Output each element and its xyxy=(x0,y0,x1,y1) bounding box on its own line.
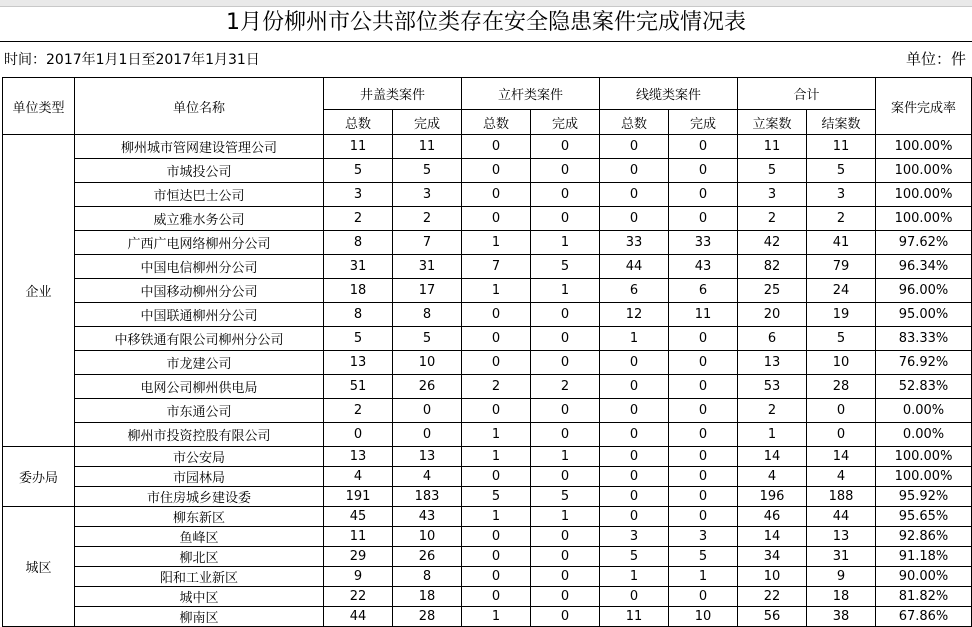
value-cell[interactable]: 0 xyxy=(600,375,669,399)
value-cell[interactable]: 0 xyxy=(531,567,600,587)
value-cell[interactable]: 0 xyxy=(324,423,393,447)
value-cell[interactable]: 0 xyxy=(669,487,738,507)
value-cell[interactable]: 31 xyxy=(807,547,876,567)
unit-name-cell[interactable]: 市东通公司 xyxy=(75,399,324,423)
completion-rate-cell[interactable]: 100.00% xyxy=(876,135,972,159)
value-cell[interactable]: 11 xyxy=(600,607,669,627)
value-cell[interactable]: 0 xyxy=(462,183,531,207)
completion-rate-cell[interactable]: 0.00% xyxy=(876,399,972,423)
unit-name-cell[interactable]: 城中区 xyxy=(75,587,324,607)
value-cell[interactable]: 4 xyxy=(324,467,393,487)
table-row xyxy=(3,587,972,607)
value-cell[interactable]: 24 xyxy=(807,279,876,303)
completion-rate-cell[interactable]: 97.62% xyxy=(876,231,972,255)
completion-rate-cell[interactable]: 96.00% xyxy=(876,279,972,303)
value-cell[interactable]: 11 xyxy=(324,527,393,547)
value-cell[interactable]: 14 xyxy=(738,447,807,467)
value-cell[interactable]: 10 xyxy=(393,527,462,547)
header-sub-done: 完成 xyxy=(669,110,738,135)
completion-rate-cell[interactable]: 100.00% xyxy=(876,467,972,487)
table-row xyxy=(3,467,972,487)
value-cell[interactable]: 22 xyxy=(324,587,393,607)
unit-name-cell[interactable]: 鱼峰区 xyxy=(75,527,324,547)
header-sub-done: 完成 xyxy=(531,110,600,135)
value-cell[interactable]: 5 xyxy=(324,159,393,183)
value-cell[interactable]: 5 xyxy=(531,487,600,507)
value-cell[interactable]: 0 xyxy=(462,399,531,423)
value-cell[interactable]: 26 xyxy=(393,547,462,567)
value-cell[interactable]: 0 xyxy=(600,135,669,159)
unit-type-cell[interactable]: 城区 xyxy=(3,507,75,627)
table-row xyxy=(3,607,972,627)
value-cell[interactable]: 0 xyxy=(531,587,600,607)
unit-name-cell[interactable]: 市公安局 xyxy=(75,447,324,467)
value-cell[interactable]: 43 xyxy=(393,507,462,527)
value-cell[interactable]: 188 xyxy=(807,487,876,507)
value-cell[interactable]: 0 xyxy=(531,351,600,375)
value-cell[interactable]: 0 xyxy=(669,507,738,527)
value-cell[interactable]: 0 xyxy=(600,183,669,207)
value-cell[interactable]: 0 xyxy=(462,207,531,231)
completion-rate-cell[interactable]: 0.00% xyxy=(876,423,972,447)
value-cell[interactable]: 17 xyxy=(393,279,462,303)
unit-name-cell[interactable]: 市恒达巴士公司 xyxy=(75,183,324,207)
unit-name-cell[interactable]: 阳和工业新区 xyxy=(75,567,324,587)
value-cell[interactable]: 0 xyxy=(462,567,531,587)
header-unit-name: 单位名称 xyxy=(75,78,324,135)
value-cell[interactable]: 5 xyxy=(807,327,876,351)
value-cell[interactable]: 3 xyxy=(600,527,669,547)
value-cell[interactable]: 0 xyxy=(531,547,600,567)
table-row xyxy=(3,327,972,351)
header-sub-filed: 立案数 xyxy=(738,110,807,135)
value-cell[interactable]: 0 xyxy=(531,327,600,351)
value-cell[interactable]: 44 xyxy=(600,255,669,279)
value-cell[interactable]: 13 xyxy=(807,527,876,547)
unit-name-cell[interactable]: 柳东新区 xyxy=(75,507,324,527)
value-cell[interactable]: 18 xyxy=(807,587,876,607)
unit-name-cell[interactable]: 柳北区 xyxy=(75,547,324,567)
value-cell[interactable]: 0 xyxy=(600,423,669,447)
table-row xyxy=(3,527,972,547)
value-cell[interactable]: 0 xyxy=(600,467,669,487)
value-cell[interactable]: 0 xyxy=(462,159,531,183)
value-cell[interactable]: 0 xyxy=(462,587,531,607)
completion-rate-cell[interactable]: 96.34% xyxy=(876,255,972,279)
report-meta xyxy=(0,41,972,75)
value-cell[interactable]: 13 xyxy=(738,351,807,375)
header-sub-done: 完成 xyxy=(393,110,462,135)
value-cell[interactable]: 1 xyxy=(600,567,669,587)
header-unit-type: 单位类型 xyxy=(3,78,75,135)
value-cell[interactable]: 2 xyxy=(393,207,462,231)
value-cell[interactable]: 0 xyxy=(531,467,600,487)
value-cell[interactable]: 45 xyxy=(324,507,393,527)
value-cell[interactable]: 0 xyxy=(462,135,531,159)
value-cell[interactable]: 43 xyxy=(669,255,738,279)
value-cell[interactable]: 2 xyxy=(531,375,600,399)
value-cell[interactable]: 0 xyxy=(669,183,738,207)
value-cell[interactable]: 11 xyxy=(669,303,738,327)
value-cell[interactable]: 0 xyxy=(393,399,462,423)
value-cell[interactable]: 5 xyxy=(531,255,600,279)
value-cell[interactable]: 46 xyxy=(738,507,807,527)
unit-name-cell[interactable]: 柳南区 xyxy=(75,607,324,627)
table-row xyxy=(3,255,972,279)
value-cell[interactable]: 10 xyxy=(669,607,738,627)
table-row xyxy=(3,159,972,183)
value-cell[interactable]: 0 xyxy=(669,375,738,399)
value-cell[interactable]: 11 xyxy=(324,135,393,159)
value-cell[interactable]: 5 xyxy=(738,159,807,183)
unit-name-cell[interactable]: 市住房城乡建设委 xyxy=(75,487,324,507)
value-cell[interactable]: 0 xyxy=(600,399,669,423)
value-cell[interactable]: 0 xyxy=(531,159,600,183)
unit-name-cell[interactable]: 市龙建公司 xyxy=(75,351,324,375)
value-cell[interactable]: 0 xyxy=(531,399,600,423)
value-cell[interactable]: 5 xyxy=(324,327,393,351)
value-cell[interactable]: 0 xyxy=(669,587,738,607)
header-group-cable: 线缆类案件 xyxy=(600,78,738,110)
value-cell[interactable]: 1 xyxy=(462,279,531,303)
value-cell[interactable]: 0 xyxy=(531,135,600,159)
unit-name-cell[interactable]: 电网公司柳州供电局 xyxy=(75,375,324,399)
value-cell[interactable]: 10 xyxy=(738,567,807,587)
value-cell[interactable]: 53 xyxy=(738,375,807,399)
value-cell[interactable]: 1 xyxy=(462,447,531,467)
value-cell[interactable]: 11 xyxy=(393,135,462,159)
value-cell[interactable]: 13 xyxy=(324,447,393,467)
value-cell[interactable]: 0 xyxy=(600,207,669,231)
value-cell[interactable]: 196 xyxy=(738,487,807,507)
completion-rate-cell[interactable]: 81.82% xyxy=(876,587,972,607)
value-cell[interactable]: 4 xyxy=(738,467,807,487)
value-cell[interactable]: 2 xyxy=(738,207,807,231)
value-cell[interactable]: 25 xyxy=(738,279,807,303)
table-row xyxy=(3,547,972,567)
report-table xyxy=(2,77,972,627)
value-cell[interactable]: 2 xyxy=(738,399,807,423)
value-cell[interactable]: 19 xyxy=(807,303,876,327)
value-cell[interactable]: 8 xyxy=(324,231,393,255)
value-cell[interactable]: 1 xyxy=(531,231,600,255)
value-cell[interactable]: 6 xyxy=(738,327,807,351)
header-group-total: 合计 xyxy=(738,78,876,110)
value-cell[interactable]: 5 xyxy=(669,547,738,567)
completion-rate-cell[interactable]: 100.00% xyxy=(876,159,972,183)
header-group-pole: 立杆类案件 xyxy=(462,78,600,110)
value-cell[interactable]: 1 xyxy=(531,507,600,527)
value-cell[interactable]: 0 xyxy=(669,327,738,351)
value-cell[interactable]: 9 xyxy=(324,567,393,587)
value-cell[interactable]: 14 xyxy=(738,527,807,547)
value-cell[interactable]: 11 xyxy=(738,135,807,159)
completion-rate-cell[interactable]: 76.92% xyxy=(876,351,972,375)
value-cell[interactable]: 0 xyxy=(600,159,669,183)
value-cell[interactable]: 5 xyxy=(393,327,462,351)
value-cell[interactable]: 56 xyxy=(738,607,807,627)
value-cell[interactable]: 31 xyxy=(393,255,462,279)
value-cell[interactable]: 38 xyxy=(807,607,876,627)
unit-name-cell[interactable]: 广西广电网络柳州分公司 xyxy=(75,231,324,255)
header-sub-total: 总数 xyxy=(324,110,393,135)
value-cell[interactable]: 0 xyxy=(600,507,669,527)
completion-rate-cell[interactable]: 90.00% xyxy=(876,567,972,587)
value-cell[interactable]: 0 xyxy=(669,399,738,423)
header-group-manhole: 井盖类案件 xyxy=(324,78,462,110)
header-row-groups xyxy=(3,78,972,110)
value-cell[interactable]: 0 xyxy=(531,303,600,327)
unit-name-cell[interactable]: 威立雅水务公司 xyxy=(75,207,324,231)
table-row xyxy=(3,399,972,423)
value-cell[interactable]: 3 xyxy=(738,183,807,207)
value-cell[interactable]: 1 xyxy=(531,447,600,467)
report-title: 1月份柳州市公共部位类存在安全隐患案件完成情况表 xyxy=(226,10,746,35)
value-cell[interactable]: 12 xyxy=(600,303,669,327)
table-row xyxy=(3,487,972,507)
value-cell[interactable]: 4 xyxy=(807,467,876,487)
value-cell[interactable]: 5 xyxy=(462,487,531,507)
value-cell[interactable]: 11 xyxy=(807,135,876,159)
value-cell[interactable]: 0 xyxy=(531,607,600,627)
value-cell[interactable]: 44 xyxy=(807,507,876,527)
table-row xyxy=(3,303,972,327)
value-cell[interactable]: 1 xyxy=(738,423,807,447)
completion-rate-cell[interactable]: 95.65% xyxy=(876,507,972,527)
value-cell[interactable]: 6 xyxy=(669,279,738,303)
value-cell[interactable]: 0 xyxy=(600,447,669,467)
completion-rate-cell[interactable]: 100.00% xyxy=(876,183,972,207)
table-row xyxy=(3,375,972,399)
table-row xyxy=(3,423,972,447)
unit-name-cell[interactable]: 市园林局 xyxy=(75,467,324,487)
value-cell[interactable]: 28 xyxy=(393,607,462,627)
value-cell[interactable]: 1 xyxy=(531,279,600,303)
value-cell[interactable]: 33 xyxy=(600,231,669,255)
unit-type-cell[interactable]: 委办局 xyxy=(3,447,75,507)
value-cell[interactable]: 5 xyxy=(807,159,876,183)
table-row xyxy=(3,207,972,231)
value-cell[interactable]: 18 xyxy=(324,279,393,303)
value-cell[interactable]: 0 xyxy=(669,467,738,487)
value-cell[interactable]: 0 xyxy=(600,351,669,375)
value-cell[interactable]: 6 xyxy=(600,279,669,303)
value-cell[interactable]: 5 xyxy=(393,159,462,183)
value-cell[interactable]: 18 xyxy=(393,587,462,607)
completion-rate-cell[interactable]: 95.00% xyxy=(876,303,972,327)
value-cell[interactable]: 0 xyxy=(462,327,531,351)
table-row xyxy=(3,279,972,303)
value-cell[interactable]: 1 xyxy=(462,507,531,527)
completion-rate-cell[interactable]: 92.86% xyxy=(876,527,972,547)
value-cell[interactable]: 0 xyxy=(531,207,600,231)
completion-rate-cell[interactable]: 100.00% xyxy=(876,207,972,231)
value-cell[interactable]: 0 xyxy=(807,423,876,447)
value-cell[interactable]: 82 xyxy=(738,255,807,279)
unit-name-cell[interactable]: 柳州城市管网建设管理公司 xyxy=(75,135,324,159)
value-cell[interactable]: 34 xyxy=(738,547,807,567)
value-cell[interactable]: 7 xyxy=(462,255,531,279)
value-cell[interactable]: 42 xyxy=(738,231,807,255)
header-sub-total: 总数 xyxy=(600,110,669,135)
value-cell[interactable]: 0 xyxy=(531,183,600,207)
value-cell[interactable]: 0 xyxy=(669,447,738,467)
value-cell[interactable]: 8 xyxy=(393,567,462,587)
value-cell[interactable]: 9 xyxy=(807,567,876,587)
value-cell[interactable]: 0 xyxy=(393,423,462,447)
completion-rate-cell[interactable]: 95.92% xyxy=(876,487,972,507)
value-cell[interactable]: 3 xyxy=(324,183,393,207)
value-cell[interactable]: 1 xyxy=(600,327,669,351)
table-row xyxy=(3,135,972,159)
unit-name-cell[interactable]: 柳州市投资控股有限公司 xyxy=(75,423,324,447)
value-cell[interactable]: 2 xyxy=(807,207,876,231)
unit-name-cell[interactable]: 中国联通柳州分公司 xyxy=(75,303,324,327)
unit-name-cell[interactable]: 市城投公司 xyxy=(75,159,324,183)
value-cell[interactable]: 0 xyxy=(669,159,738,183)
value-cell[interactable]: 51 xyxy=(324,375,393,399)
time-range: 时间：2017年1月1日至2017年1月31日 xyxy=(4,52,260,68)
value-cell[interactable]: 44 xyxy=(324,607,393,627)
value-cell[interactable]: 191 xyxy=(324,487,393,507)
table-row xyxy=(3,447,972,467)
value-cell[interactable]: 0 xyxy=(462,527,531,547)
table-row xyxy=(3,183,972,207)
unit-type-cell[interactable]: 企业 xyxy=(3,135,75,447)
value-cell[interactable]: 13 xyxy=(324,351,393,375)
table-row xyxy=(3,567,972,587)
value-cell[interactable]: 0 xyxy=(669,135,738,159)
value-cell[interactable]: 13 xyxy=(393,447,462,467)
unit-name-cell[interactable]: 中移铁通有限公司柳州分公司 xyxy=(75,327,324,351)
value-cell[interactable]: 0 xyxy=(462,547,531,567)
table-row xyxy=(3,231,972,255)
value-cell[interactable]: 1 xyxy=(462,231,531,255)
completion-rate-cell[interactable]: 52.83% xyxy=(876,375,972,399)
value-cell[interactable]: 3 xyxy=(669,527,738,547)
value-cell[interactable]: 31 xyxy=(324,255,393,279)
value-cell[interactable]: 7 xyxy=(393,231,462,255)
value-cell[interactable]: 41 xyxy=(807,231,876,255)
completion-rate-cell[interactable]: 83.33% xyxy=(876,327,972,351)
value-cell[interactable]: 33 xyxy=(669,231,738,255)
value-cell[interactable]: 0 xyxy=(669,207,738,231)
value-cell[interactable]: 0 xyxy=(600,587,669,607)
completion-rate-cell[interactable]: 67.86% xyxy=(876,607,972,627)
value-cell[interactable]: 2 xyxy=(462,375,531,399)
value-cell[interactable]: 0 xyxy=(669,423,738,447)
header-sub-closed: 结案数 xyxy=(807,110,876,135)
value-cell[interactable]: 79 xyxy=(807,255,876,279)
value-cell[interactable]: 0 xyxy=(807,399,876,423)
value-cell[interactable]: 5 xyxy=(600,547,669,567)
header-sub-total: 总数 xyxy=(462,110,531,135)
value-cell[interactable]: 20 xyxy=(738,303,807,327)
value-cell[interactable]: 10 xyxy=(807,351,876,375)
value-cell[interactable]: 8 xyxy=(324,303,393,327)
value-cell[interactable]: 2 xyxy=(324,207,393,231)
value-cell[interactable]: 0 xyxy=(462,467,531,487)
unit-label: 单位：件 xyxy=(905,50,966,68)
value-cell[interactable]: 0 xyxy=(600,487,669,507)
value-cell[interactable]: 10 xyxy=(393,351,462,375)
value-cell[interactable]: 2 xyxy=(324,399,393,423)
value-cell[interactable]: 4 xyxy=(393,467,462,487)
value-cell[interactable]: 0 xyxy=(462,303,531,327)
value-cell[interactable]: 29 xyxy=(324,547,393,567)
completion-rate-cell[interactable]: 91.18% xyxy=(876,547,972,567)
value-cell[interactable]: 14 xyxy=(807,447,876,467)
value-cell[interactable]: 183 xyxy=(393,487,462,507)
value-cell[interactable]: 1 xyxy=(462,423,531,447)
unit-name-cell[interactable]: 中国移动柳州分公司 xyxy=(75,279,324,303)
completion-rate-cell[interactable]: 100.00% xyxy=(876,447,972,467)
table-row xyxy=(3,351,972,375)
value-cell[interactable]: 0 xyxy=(531,423,600,447)
value-cell[interactable]: 0 xyxy=(669,351,738,375)
unit-name-cell[interactable]: 中国电信柳州分公司 xyxy=(75,255,324,279)
value-cell[interactable]: 0 xyxy=(462,351,531,375)
value-cell[interactable]: 22 xyxy=(738,587,807,607)
value-cell[interactable]: 28 xyxy=(807,375,876,399)
value-cell[interactable]: 3 xyxy=(393,183,462,207)
value-cell[interactable]: 3 xyxy=(807,183,876,207)
value-cell[interactable]: 0 xyxy=(531,527,600,547)
value-cell[interactable]: 26 xyxy=(393,375,462,399)
table-row xyxy=(3,507,972,527)
value-cell[interactable]: 1 xyxy=(462,607,531,627)
header-completion-rate: 案件完成率 xyxy=(876,78,972,135)
value-cell[interactable]: 1 xyxy=(669,567,738,587)
value-cell[interactable]: 8 xyxy=(393,303,462,327)
